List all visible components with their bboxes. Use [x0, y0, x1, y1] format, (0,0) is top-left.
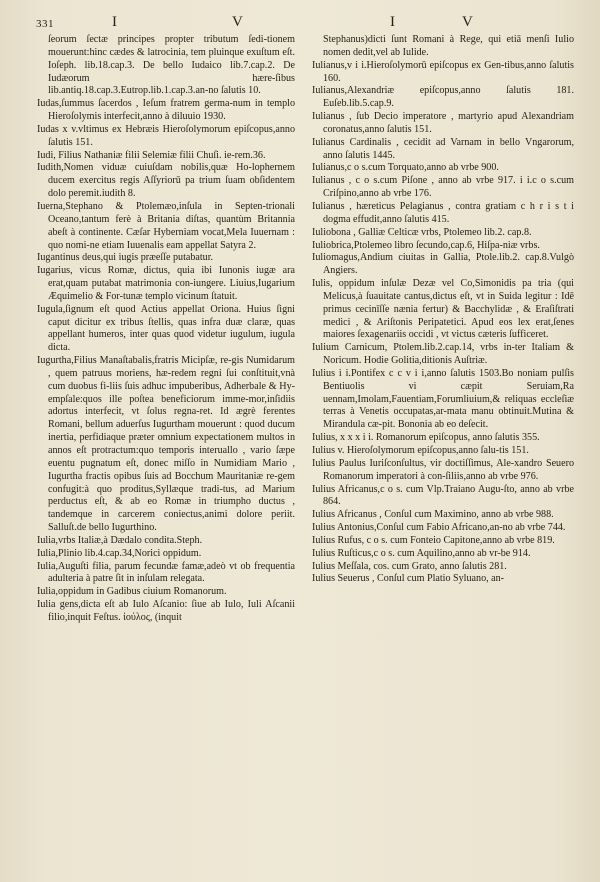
dictionary-entry: Iulius Africanus,c o s. cum Vlp.Traiano Augu-ſto, anno ab vrbe 864.: [312, 483, 574, 508]
dictionary-entry: Iulius v. Hieroſolymorum epiſcopus,anno ſalu-tis 151.: [312, 445, 529, 456]
dictionary-entry: Iuliobrica,Ptolemeo libro ſecundo,cap.6, Hiſpa-niæ vrbs.: [312, 239, 540, 251]
dictionary-entry: Iugantinus deus,qui iugis præeſſe putabatur.: [37, 252, 214, 264]
dictionary-entry: Iulius, x x x i i. Romanorum epiſcopus, anno ſalutis 355.: [312, 432, 540, 444]
dictionary-entry: Iulianus,Alexandriæ epiſcopus,anno ſalutis 181. Euſeb.lib.5.cap.9.: [312, 85, 574, 110]
dictionary-entry: Iugula,ſignum eſt quod Actius appellat Oriona. Huius ſigni caput dicitur ex tribus ſtellis, quas infra duæ claræ, quas appellant humeros, inter quas quod videtur iugulum, iugula dicta.: [37, 303, 295, 354]
dictionary-entry: Iulia,Plinio lib.4.cap.34,Norici oppidum.: [37, 547, 202, 559]
dictionary-entry: Iudith,Nomen viduæ cuiuſdam nobilis,quæ Ho-lophernem ducem exercitus regis Aſſyriorū pa trium ſuam obſidentem dolo peremit.iudith 8.: [37, 162, 295, 200]
dictionary-entry: Iulianus,c o s.cum Torquato,anno ab vrbe 900.: [312, 162, 499, 174]
dictionary-entry: Iugarius, vicus Romæ, dictus, quia ibi Iunonis iugæ ara erat,quam putabat matrimonia con-iungere. Liuius,Iugarium Æquimelio & For-tunæ templo vicinum ſtatuit.: [37, 265, 295, 302]
left-column: [37, 34, 295, 872]
dictionary-entry: Iulia gens,dicta eſt ab Iulo Aſcanio: ſiue ab Iulo, Iuli Aſcanii filio,inquit Feſtus. ἰούλος, (inquit: [37, 599, 295, 623]
dictionary-entry: Iulia,vrbs Italiæ,à Dædalo condita.Steph.: [37, 534, 203, 546]
dictionary-entry: Iuerna,Stephano & Ptolemæo,inſula in Septen-trionali Oceano,tantum ferè à Britania diſtas, quantùm Britannia abeſt à continente. Cæſar Hyberniam vocat,Mela Iuuernam : quo nomi-ne etiam Iuuenalis eam appellat Satyra 2.: [37, 200, 295, 251]
running-head-right-2: V: [462, 14, 475, 30]
page-number: 331: [36, 18, 54, 30]
right-column: [312, 34, 574, 872]
dictionary-entry: Iugurtha,Filius Manaſtabalis,fratris Micipſæ, re-gis Numidarum , quem patruus moriens, hæ-redem regni ſui conſtituit,vnà cum duobus fi-liis ſuis adhuc impuberibus, Adherbale & Hy-empſale:quos ille poſtea beneficiorum imme-mor,inſidiis adortus interfecit, vt ſolus regna-ret. Id ægrè ferentes Romani, bellum aduerſus Iugurtham mouerunt : quod ducum inertia, perfidiaque præter omnium expectationem multos in annos eſt protractum:quo temporis interuallo , vario ſæpe euentu pugnatum eſt, donec miſſo in Numidiam Mario , Iugurtha fractis opibus ſuis ad Bocchum Mauritaniæ re-gem confugit:à quo proditus,Syllæque tradi-tus, ad Marium perductus eſt, & ab eo Romæ in triumpho ductus , tandemque in carcerem coniectus,animi dolore periit. Salluſt.de bello Iugurthino.: [37, 355, 295, 534]
dictionary-entry: Iulius Ruſticus,c o s. cum Aquilino,anno ab vr-be 914.: [312, 547, 531, 559]
dictionary-entry: ſeorum ſectæ principes propter tributum ſedi-tionem mouerunt:hinc cædes & latrocinia, tem pluinque exuſtum eſt. Ioſeph. lib.18.cap.3. De bello Iudaico lib.7.cap.2. De Iudæorum hære-ſibus lib.antiq.18.cap.3.Eutrop.lib.1.cap.3.an-no ſalutis 10.: [48, 34, 295, 97]
dictionary-entry: Iulianus , c o s.cum Piſone , anno ab vrbe 917. i i.c o s.cum Criſpino,anno ab vrbe 176.: [312, 175, 574, 200]
dictionary-entry: Iulius Paulus Iuriſconſultus, vir doctiſſimus, Ale-xandro Seuero Romanorum imperatori à con-ſiliis,anno ab vrbe 976.: [312, 457, 574, 482]
dictionary-entry: Iulius Antonius,Conſul cum Fabio Africano,an-no ab vrbe 744.: [312, 522, 566, 534]
running-head-left-2: V: [232, 14, 245, 30]
dictionary-entry: Iudi, Filius Nathaniæ filii Selemiæ filii Chuſi. ie-rem.36.: [37, 149, 266, 161]
running-head-right-1: I: [390, 14, 397, 30]
dictionary-entry: Iulius Africanus , Conſul cum Maximino, anno ab vrbe 988.: [312, 509, 554, 521]
dictionary-entry: Iulianus , ſub Decio imperatore , martyrio apud Alexandriam coronatus,anno ſalutis 151.: [312, 111, 574, 135]
dictionary-entry: Iudas x v.vltimus ex Hebræis Hieroſolymorum epiſcopus,anno ſalutis 151.: [37, 123, 295, 148]
dictionary-entry: Iulia,Auguſti filia, parum fecundæ famæ,adeò vt ob frequentia adulteria à patre ſit in inſulam relegata.: [37, 560, 295, 585]
dictionary-entry: Iulius Seuerus , Conſul cum Platio Syluano, an-: [312, 573, 505, 585]
dictionary-entry: Iulis, oppidum inſulæ Dezæ vel Co,Simonidis pa tria (qui Melicus,à ſuauitate cantus,dictus eſt, vt in Suida legitur : Idē primus cecinīſſe nænia fertur) & Bacchylidæ , & Eraſiſtrati medici , & Ariſtonis Peripatetici. Apud eos lex erat,ſenes maiores ſexagenariis occidi , vt victus cæteris ſufficeret.: [312, 278, 574, 341]
dictionary-entry: Iulius Meſſala, cos. cum Grato, anno ſalutis 281.: [312, 560, 507, 572]
dictionary-entry: Iuliobona , Galliæ Celticæ vrbs, Ptolemeo lib.2. cap.8.: [312, 226, 532, 238]
dictionary-entry: Iulium Carnicum, Ptolem.lib.2.cap.14, vrbs in-ter Italiam & Noricum. Hodie Golitia,ditionis Auſtriæ.: [312, 342, 574, 367]
dictionary-entry: Iulius i i.Pontifex c c v i i,anno ſalutis 1503.Bo noniam pulſis Bentiuolis vi cæpit Seruiam,Ra uennam,Imolam,Fauentiam,Forumliuium,& reliquas eccleſiæ terras à Venetis occupatas,ar-mata manu obtinuit.Mutina & Mirandula cæ-pit. Bononia ab eo deſecit.: [312, 367, 574, 431]
dictionary-entry: Iulianus Cardinalis , cecidit ad Varnam in bello Vngarorum, anno ſalutis 1445.: [312, 136, 574, 161]
dictionary-entry: Iulia,oppidum in Gadibus ciuium Romanorum.: [37, 586, 227, 598]
dictionary-entry: Iulianus,v i i.Hieroſolymorū epiſcopus ex Gen-tibus,anno ſalutis 160.: [312, 59, 574, 84]
running-head-left-1: I: [112, 14, 119, 30]
dictionary-entry: Stephanus)dicti ſunt Romani à Rege, qui etiā menſi Iulio nomen dedit,vel ab Iulide.: [323, 34, 574, 58]
dictionary-entry: Iudas,ſummus ſacerdos , Ieſum fratrem germa-num in templo Hieroſolymis interfecit,anno à diluuio 1930.: [37, 98, 295, 123]
dictionary-entry: Iulius Rufus, c o s. cum Fonteio Capitone,anno ab vrbe 819.: [312, 534, 555, 546]
dictionary-entry: Iuliomagus,Andium ciuitas in Gallia, Ptole.lib.2. cap.8.Vulgò Angiers.: [312, 252, 574, 277]
dictionary-entry: Iulianus , hæreticus Pelagianus , contra gratiam c h r i s t i dogma effudit,anno ſalutis 415.: [312, 200, 574, 225]
